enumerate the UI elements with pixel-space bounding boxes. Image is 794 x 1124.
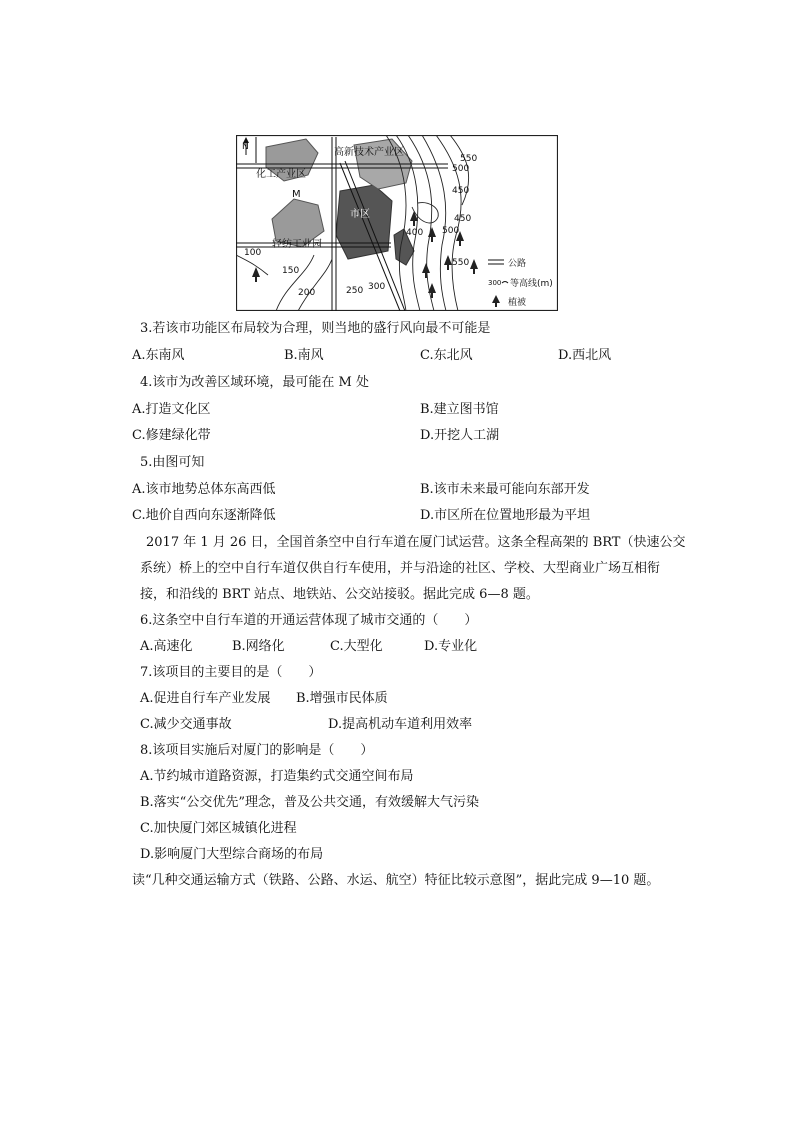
q7-option-c: C.减少交通事故: [140, 717, 232, 732]
q5-option-d: D.市区所在位置地形最为平坦: [420, 508, 591, 523]
contour-label: 100: [244, 248, 262, 258]
q6-option-d: D.专业化: [424, 639, 478, 654]
label-light-textile: 轻纺工业园: [272, 239, 322, 250]
q4-option-c: C.修建绿化带: [132, 428, 211, 443]
q5-option-b: B.该市未来最可能向东部开发: [420, 482, 590, 497]
q8-option-a: A.节约城市道路资源，打造集约式交通空间布局: [140, 769, 414, 784]
q7-option-a: A.促进自行车产业发展: [140, 691, 271, 706]
contour-label: 150: [282, 266, 300, 276]
contour-label: 500: [442, 226, 460, 236]
contour-label: 450: [452, 186, 470, 196]
contour-label: 500: [452, 164, 470, 174]
q6-option-b: B.网络化: [232, 639, 285, 654]
q3-option-d: D.西北风: [558, 348, 612, 363]
q4-option-a: A.打造文化区: [132, 402, 211, 417]
q6-option-c: C.大型化: [330, 639, 383, 654]
q3-option-c: C.东北风: [420, 348, 473, 363]
q9-10-intro: 读“几种交通运输方式（铁路、公路、水运、航空）特征比较示意图”，据此完成 9—10 题。: [132, 873, 660, 888]
q4-option-d: D.开挖人工湖: [420, 428, 500, 443]
q6-stem: 6.这条空中自行车道的开通运营体现了城市交通的（ ）: [140, 613, 478, 628]
legend-vegetation: 植被: [508, 298, 527, 308]
legend-contour-sample: 300: [488, 279, 502, 287]
q4-stem: 4.该市为改善区域环境，最可能在 M 处: [140, 375, 369, 390]
q3-stem: 3.若该市功能区布局较为合理，则当地的盛行风向最不可能是: [140, 321, 491, 336]
contour-label: 200: [298, 288, 316, 298]
contour-label: 550: [460, 154, 478, 164]
legend-contour: 等高线(m): [510, 279, 553, 289]
legend-road: 公路: [508, 259, 527, 269]
q5-option-c: C.地价自西向东逐渐降低: [132, 508, 276, 523]
passage-line: 系统）桥上的空中自行车道仅供自行车使用，并与沿途的社区、学校、大型商业广场互相衔: [140, 561, 661, 576]
q6-option-a: A.高速化: [140, 639, 193, 654]
contour-label: 400: [406, 228, 424, 238]
contour-map-figure: [236, 135, 558, 311]
q5-option-a: A.该市地势总体东高西低: [132, 482, 276, 497]
label-downtown: 市区: [350, 209, 370, 220]
contour-label: 250: [346, 286, 364, 296]
north-label: N: [242, 142, 249, 152]
q7-option-b: B.增强市民体质: [296, 691, 388, 706]
q7-stem: 7.该项目的主要目的是（ ）: [140, 665, 322, 680]
label-chemical: 化工产业区: [256, 169, 306, 180]
contour-label: 550: [452, 258, 470, 268]
q3-option-b: B.南风: [284, 348, 324, 363]
q8-option-d: D.影响厦门大型综合商场的布局: [140, 847, 324, 862]
q8-option-b: B.落实“公交优先”理念，普及公共交通，有效缓解大气污染: [140, 795, 479, 810]
contour-label: 300: [368, 282, 386, 292]
q8-option-c: C.加快厦门郊区城镇化进程: [140, 821, 297, 836]
passage-line: 接，和沿线的 BRT 站点、地铁站、公交站接驳。据此完成 6—8 题。: [140, 587, 539, 602]
label-m: M: [292, 189, 301, 200]
passage-line: 2017 年 1 月 26 日，全国首条空中自行车道在厦门试运营。这条全程高架的 BRT（快速公交: [146, 535, 686, 550]
contour-label: 450: [454, 214, 472, 224]
q7-option-d: D.提高机动车道利用效率: [328, 717, 473, 732]
label-high-tech: 高新技术产业区: [334, 147, 404, 158]
q4-option-b: B.建立图书馆: [420, 402, 499, 417]
q8-stem: 8.该项目实施后对厦门的影响是（ ）: [140, 743, 374, 758]
q3-option-a: A.东南风: [132, 348, 185, 363]
q5-stem: 5.由图可知: [140, 455, 205, 470]
